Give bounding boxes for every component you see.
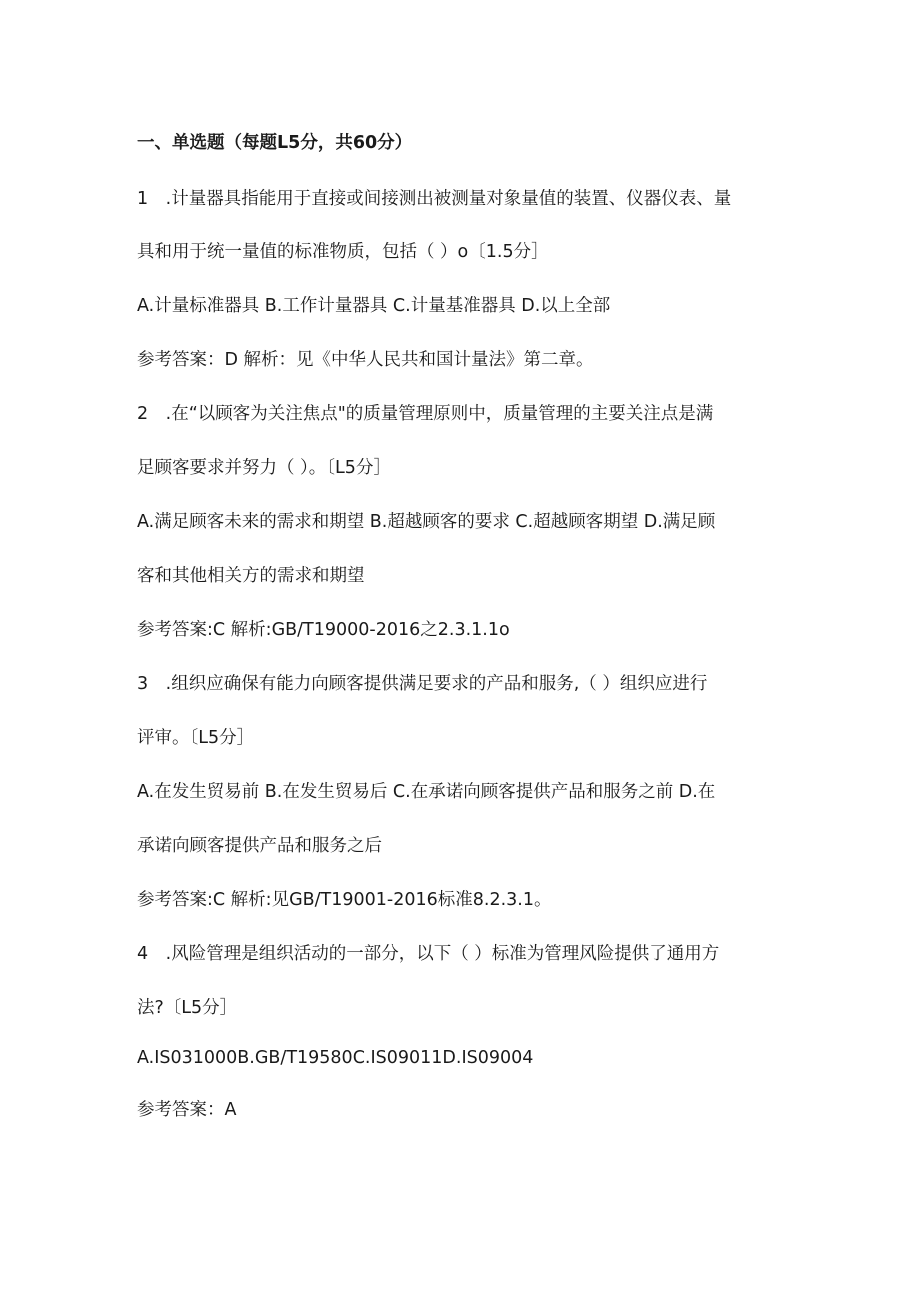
question-1-answer: 参考答案：D 解析：见《中华人民共和国计量法》第二章。 xyxy=(137,350,594,370)
question-2-options-line-2: 客和其他相关方的需求和期望 xyxy=(137,566,365,586)
question-2-stem-line-1: 2 .在“以顾客为关注焦点"的质量管理原则中，质量管理的主要关注点是满 xyxy=(137,404,714,424)
question-2-options-line-1: A.满足顾客未来的需求和期望 B.超越顾客的要求 C.超越顾客期望 D.满足顾 xyxy=(137,512,716,532)
question-4-options: A.IS031000B.GB/T19580C.IS09011D.IS09004 xyxy=(137,1048,534,1068)
question-4-stem-line-2: 法?〔L5分］ xyxy=(137,998,238,1018)
question-1-stem-line-2: 具和用于统一量值的标准物质，包括（ ）o〔1.5分］ xyxy=(137,242,549,262)
question-2-stem-line-2: 足顾客要求并努力（ ）。〔L5分］ xyxy=(137,458,391,478)
section-title: 一、单选题（每题L5分，共60分） xyxy=(137,133,413,153)
question-4-answer: 参考答案：A xyxy=(137,1100,237,1120)
question-1-options: A.计量标准器具 B.工作计量器具 C.计量基准器具 D.以上全部 xyxy=(137,296,611,316)
question-1-stem-line-1: 1 .计量器具指能用于直接或间接测出被测量对象量值的装置、仪器仪表、量 xyxy=(137,189,732,209)
question-3-stem-line-2: 评审。〔L5分］ xyxy=(137,728,255,748)
question-3-options-line-2: 承诺向顾客提供产品和服务之后 xyxy=(137,836,382,856)
question-3-stem-line-1: 3 .组织应确保有能力向顾客提供满足要求的产品和服务,（ ）组织应进行 xyxy=(137,674,708,694)
question-2-answer: 参考答案:C 解析:GB/T19000-2016之2.3.1.1o xyxy=(137,620,510,640)
question-3-answer: 参考答案:C 解析:见GB/T19001-2016标准8.2.3.1。 xyxy=(137,890,552,910)
question-3-options-line-1: A.在发生贸易前 B.在发生贸易后 C.在承诺向顾客提供产品和服务之前 D.在 xyxy=(137,782,716,802)
question-4-stem-line-1: 4 .风险管理是组织活动的一部分，以下（ ）标准为管理风险提供了通用方 xyxy=(137,944,720,964)
